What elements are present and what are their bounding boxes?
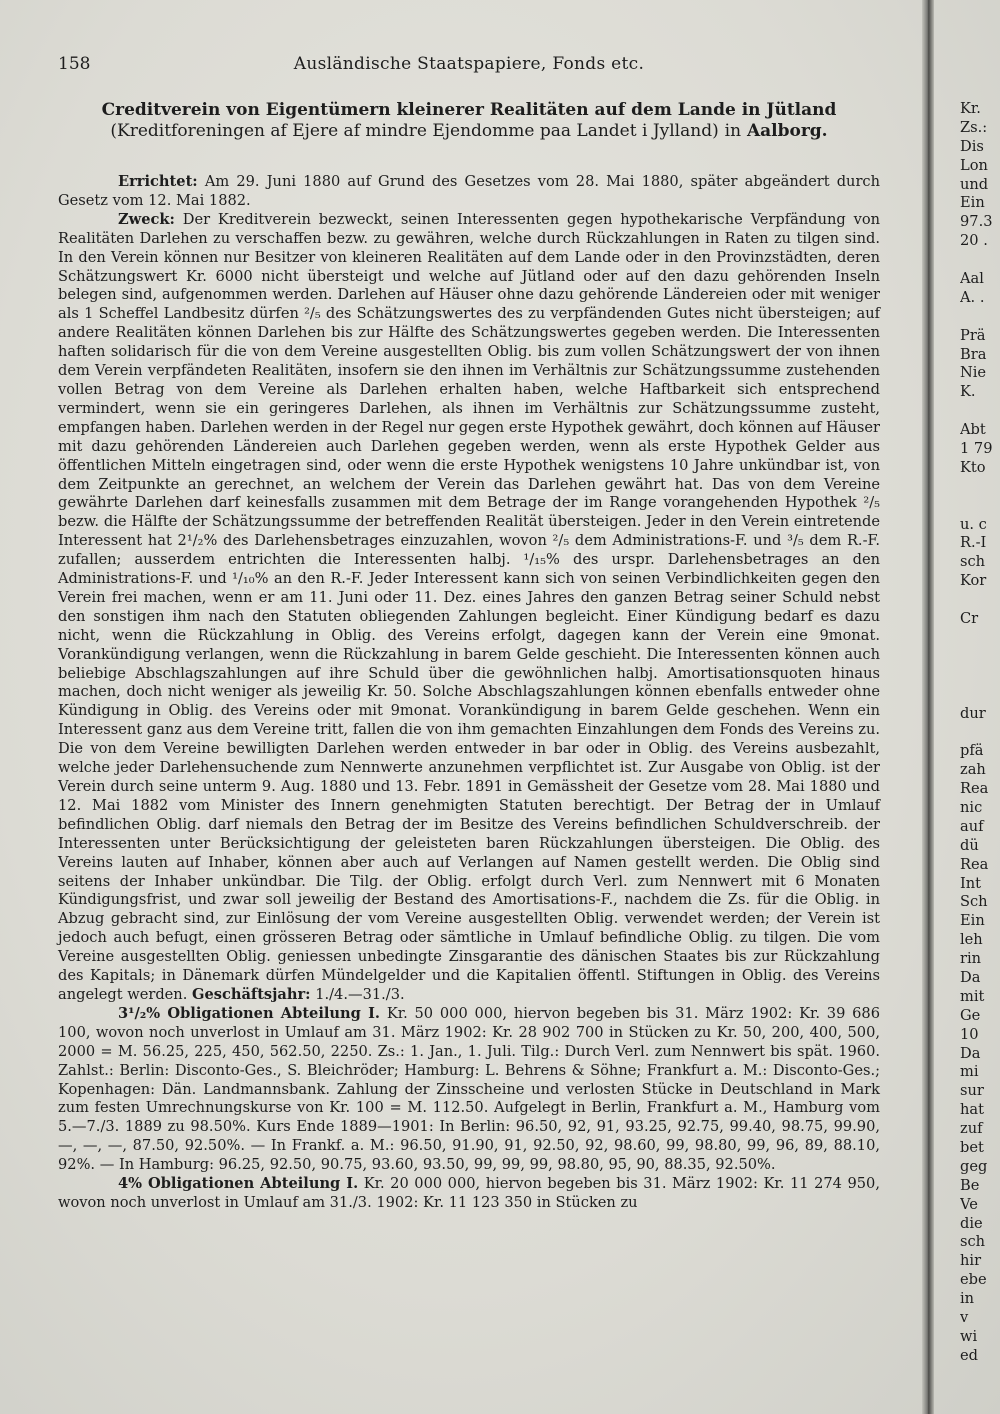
adjacent-fragment — [960, 723, 1000, 742]
adjacent-fragment: zuf — [960, 1120, 983, 1138]
paragraph-obligationen-4 — [58, 1175, 880, 1213]
text-errichtet: Am 29. Juni 1880 auf Grund des Gesetzes vom 28. Mai 1880, später abgeändert durch Gesetz vom 12. Mai 1882. — [58, 173, 880, 209]
adjacent-fragment: Prä — [960, 326, 986, 344]
paragraph-errichtet — [58, 173, 880, 211]
adjacent-fragment: v — [960, 1309, 969, 1326]
adjacent-fragment: 1 79 — [960, 440, 993, 458]
adjacent-fragment: hir — [960, 1252, 982, 1270]
adjacent-fragment: Kor — [960, 572, 987, 590]
adjacent-fragment — [960, 497, 1000, 516]
adjacent-fragment — [960, 308, 1000, 327]
adjacent-fragment — [960, 648, 1000, 667]
adjacent-fragment: bet — [960, 1138, 984, 1156]
adjacent-fragment: Dis — [960, 137, 984, 155]
adjacent-fragment: 97.3 — [960, 213, 993, 231]
adjacent-fragment: Ein — [960, 194, 985, 212]
running-header — [58, 54, 880, 78]
book-gutter — [922, 0, 934, 1414]
adjacent-fragment — [960, 591, 1000, 610]
text-obligationen-3-5: Kr. 50 000 000, hiervon begeben bis 31. März 1902: Kr. 39 686 100, wovon noch unverlost in Umlauf am 31. März 1902: Kr. 28 902 700 in Stücken zu Kr. 50, 200, 400, 500, 2000 = M. 56.25, 225, 450, 562.50, 2250. Zs.: 1. Jan., 1. Juli. Tilg.: Durch Verl. zum Nennwert bis spät. 1960. Zahlst.: Berlin: Disconto-Ges., S. Bleichröder; Hamburg: L. Behrens & Söhne; Frankfurt a. M.: Disconto-Ges.; Kopenhagen: Dän. Landmannsbank. Zahlung der Zinsscheine und verlosten Stücke in Deutschland in Mark zum festen Umrechnungskurse von Kr. 100 = M. 112.50. Aufgelegt in Berlin, Frankfurt a. M., Hamburg vom 5.—7./3. 1889 zu 98.50%. Kurs Ende 1889—1901: In Berlin: 96.50, 92, 91, 93.25, 92.75, 99.40, 98.75, 99.90, —, —, —, 87.50, 92.50%. — In Frankf. a. M.: 96.50, 91.90, 91, 92.50, 92, 98.60, 99, 98.80, 99, 96, 89, 88.10, 92%. — In Hamburg: 96.25, 92.50, 90.75, 93.60, 93.50, 99, 99, 99, 98.80, 95, 90, 88.35, 92.50%. — [58, 1004, 881, 1174]
adjacent-fragment: A. . — [960, 288, 985, 306]
paragraph-obligationen-3-5 — [58, 1005, 880, 1175]
adjacent-fragment: Ve — [960, 1195, 978, 1213]
adjacent-fragment: leh — [960, 931, 983, 949]
text-zweck: Der Kreditverein bezweckt, seinen Interessenten gegen hypothekarische Verpfändung von Realitäten Darlehen zu verschaffen bezw. zu gewähren, welche durch Rückzahlungen in Raten zu tilgen sind. In den Verein können nur Besitzer von kleineren Realitäten auf dem Lande oder in den Provinzstädten, deren Schätzungswert Kr. 6000 nicht übersteigt und welche auf Jütland oder auf den dazu gehörenden Inseln belegen sind, aufgenommen werden. Darlehen auf Häuser ohne dazu gehörende Ländereien oder mit weniger als 1 Scheffel Landbesitz dürfen ²/₅ des Schätzungswertes des zu verpfändenden Gutes nicht übersteigen; auf andere Realitäten können Darlehen bis zur Hälfte des Schätzungswertes gegeben werden. Die Interessenten haften solidarisch für die von dem Vereine ausgestellten Oblig. bis zum vollen Schätzungswert der von ihnen dem Verein verpfändeten Realitäten, insofern sie den ihnen im Verhältnis zur Schätzungssumme zustehenden vollen Betrag von dem Vereine als Darlehen erhalten haben, welche Haftbarkeit sich entsprechend vermindert, wenn sie ein geringeres Darlehen, als ihnen im Verhältnis zur Schätzungssumme zusteht, empfangen haben. Darlehen werden in der Regel nur gegen erste Hypothek gewährt, doch können auf Häuser mit dazu gehörenden Ländereien auch Darlehen gegeben werden, wenn als erste Hypothek Gelder aus öffentlichen Mitteln eingetragen sind, oder wenn die erste Hypothek wenigstens 10 Jahre unkündbar ist, von dem Zeitpunkte an gerechnet, an welchem der Verein das Darlehen gewährt hat. Das von dem Vereine gewährte Darlehen darf keinesfalls zusammen mit dem Betrage der im Range vorangehenden Hypothek ²/₅ bezw. die Hälfte der Schätzungssumme der betreffenden Realität übersteigen. Jeder in den Verein eintretende Interessent hat 2¹/₂% des Darlehensbetrages einzuzahlen, wovon ²/₅ dem Administrations-F. und ³/₅ dem R.-F. zufallen; ausserdem entrichten die Interessenten halbj. ¹/₁₅% des urspr. Darlehensbetrages an den Administrations-F. und ¹/₁₀% an den R.-F. Jeder Interessent kann sich von seinen Verbindlichkeiten gegen den Verein frei machen, wenn er am 11. Juni oder 11. Dez. eines Jahres den ganzen Betrag seiner Schuld nebst den sonstigen ihm nach den Statuten obliegenden Zahlungen begleicht. Einer Kündigung bedarf es dazu nicht, wenn die Rückzahlung in Oblig. des Vereins erfolgt, dagegen kann der Verein eine 9monat. Vorankündigung verlangen, wenn die Rückzahlung in barem Gelde geschieht. Die Interessenten können auch beliebige Abschlagszahlungen auf ihre Schuld über die gewöhnlichen halbj. Amortisationsquoten hinaus machen, doch nicht weniger als jeweilig Kr. 50. Solche Abschlagszahlungen können ebenfalls entweder ohne Kündigung in Oblig. des Vereins oder mit 9monat. Vorankündigung in barem Gelde geschehen. Wenn ein Interessent ganz aus dem Vereine tritt, fallen die von ihm gemachten Einzahlungen dem Fonds des Vereins zu. Die von dem Vereine bewilligten Darlehen werden entweder in bar oder in Oblig. des Vereins ausbezahlt, welche jeder Darlehensuchende zum Nennwerte anzunehmen verpflichtet ist. Zur Ausgabe von Oblig. ist der Verein durch seine unterm 9. Aug. 1880 und 13. Febr. 1891 in Gemässheit der Gesetze vom 28. Mai 1880 und 12. Mai 1882 vom Minister des Innern genehmigten Statuten berechtigt. Der Betrag der in Umlauf befindlichen Oblig. darf niemals den Betrag der im Besitze des Vereins befindlichen Schuldverschreib. der Interessenten unter Berücksichtigung der geleisteten baren Rückzahlungen übersteigen. Die Oblig. des Vereins lauten auf Inhaber, können aber auch auf Verlangen auf Namen gestellt werden. Die Oblig sind seitens der Inhaber unkündbar. Die Tilg. der Oblig. erfolgt durch Verl. zum Nennwert mit 6 Monaten Kündigungsfrist, und zwar soll jeweilig der Bestand des Amortisations-F., nachdem die Zs. für die Oblig. in Abzug gebracht sind, zur Einlösung der vom Vereine ausgestellten Oblig. verwendet werden; der Verein ist jedoch auch befugt, einen grösseren Betrag oder sämtliche in Umlauf befindliche Oblig. zu tilgen. Die vom Vereine ausgestellten Oblig. geniessen unbedingte Zinsgarantie des dänischen Staates bis zur Rückzahlung des Kapitals; in Dänemark dürfen Mündelgelder und die Kapitalien öffentl. Stiftungen in Oblig. des Vereins angelegt werden. — [58, 210, 881, 1003]
adjacent-fragment: nic — [960, 798, 983, 816]
adjacent-fragment: wi — [960, 1327, 978, 1345]
adjacent-fragment: Kr. — [960, 100, 981, 117]
adjacent-fragment: Da — [960, 968, 981, 986]
adjacent-fragment: Da — [960, 1044, 981, 1062]
heading-danish-name: (Kreditforeningen af Ejere af mindre Ejendomme paa Landet i Jylland) — [110, 121, 719, 141]
adjacent-fragment — [960, 686, 1000, 705]
adjacent-fragment: Zs.: — [960, 118, 988, 136]
paragraph-zweck — [58, 211, 880, 1005]
adjacent-fragment: Cr — [960, 610, 979, 628]
adjacent-fragment: dü — [960, 836, 979, 854]
adjacent-fragment: Sch — [960, 893, 988, 911]
adjacent-fragment: rin — [960, 950, 982, 968]
adjacent-fragment: pfä — [960, 742, 984, 760]
adjacent-fragment: mi — [960, 1063, 979, 1081]
adjacent-fragment: Aal — [960, 270, 984, 288]
heading-title: Creditverein von Eigentümern kleinerer Realitäten auf dem Lande in Jütland — [101, 100, 837, 120]
adjacent-fragment: Abt — [960, 421, 986, 439]
adjacent-fragment: R.-I — [960, 534, 987, 552]
adjacent-fragment: sch — [960, 553, 986, 571]
adjacent-fragment — [960, 629, 1000, 648]
adjacent-fragment — [960, 478, 1000, 497]
adjacent-fragment: u. c — [960, 515, 987, 533]
adjacent-fragment: hat — [960, 1101, 984, 1119]
adjacent-fragment: sch — [960, 1233, 986, 1251]
label-geschaeftsjahr: Geschäftsjahr: — [192, 985, 311, 1003]
label-errichtet: Errichtet: — [118, 173, 198, 190]
adjacent-fragment: zah — [960, 761, 986, 779]
adjacent-fragment: dur — [960, 704, 986, 722]
adjacent-fragment: Rea — [960, 855, 989, 873]
label-obligationen-4: 4% Obligationen Abteilung I. — [118, 1175, 359, 1193]
adjacent-fragment: Bra — [960, 345, 987, 363]
heading-place: Aalborg. — [746, 121, 828, 141]
running-title: Ausländische Staatspapiere, Fonds etc. — [293, 54, 645, 74]
section-heading — [58, 100, 880, 142]
adjacent-fragment: Kto — [960, 458, 986, 476]
adjacent-fragment: 10 — [960, 1025, 979, 1043]
adjacent-fragment — [960, 251, 1000, 270]
adjacent-fragment: die — [960, 1214, 983, 1232]
adjacent-fragment: auf — [960, 817, 984, 835]
text-geschaeftsjahr: 1./4.—31./3. — [315, 985, 405, 1003]
label-zweck: Zweck: — [118, 210, 175, 228]
adjacent-fragment: in — [960, 1290, 975, 1308]
heading-in: in — [724, 121, 742, 141]
adjacent-fragment: mit — [960, 987, 985, 1005]
adjacent-fragment: ebe — [960, 1271, 987, 1289]
adjacent-fragment: 20 . — [960, 232, 988, 250]
article-body — [58, 173, 880, 1213]
adjacent-fragment: Lon — [960, 156, 988, 174]
adjacent-page-column — [960, 100, 1000, 1366]
adjacent-fragment: Int — [960, 874, 982, 892]
adjacent-fragment: Rea — [960, 780, 989, 798]
adjacent-fragment: Ge — [960, 1006, 981, 1024]
adjacent-fragment: Ein — [960, 912, 985, 930]
adjacent-fragment: K. — [960, 383, 976, 401]
adjacent-fragment: Nie — [960, 364, 987, 382]
page-number: 158 — [58, 54, 91, 74]
adjacent-fragment: sur — [960, 1082, 984, 1100]
adjacent-fragment: und — [960, 175, 989, 193]
text-obligationen-4: Kr. 20 000 000, hiervon begeben bis 31. März 1902: Kr. 11 274 950, wovon noch unverlost in Umlauf am 31./3. 1902: Kr. 11 123 350 in Stücken zu — [58, 1175, 880, 1211]
label-obligationen-3-5: 3¹/₂% Obligationen Abteilung I. — [118, 1004, 381, 1022]
adjacent-fragment: geg — [960, 1157, 988, 1175]
adjacent-fragment — [960, 667, 1000, 686]
adjacent-fragment: ed — [960, 1346, 978, 1364]
adjacent-fragment: Be — [960, 1176, 980, 1194]
adjacent-fragment — [960, 402, 1000, 421]
